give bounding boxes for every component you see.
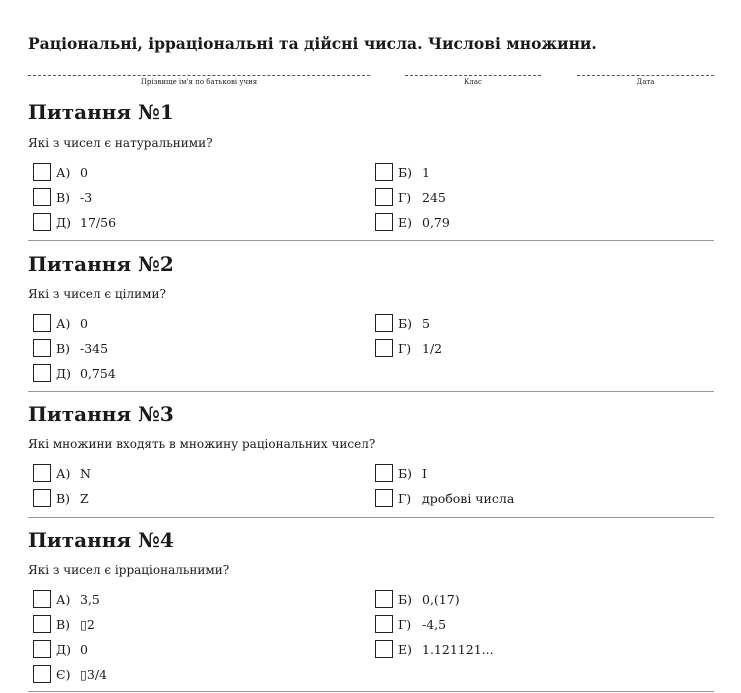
option-value: 0,(17) [422, 591, 460, 607]
option-value: Z [80, 490, 89, 506]
question-2-heading: Питання №2 [28, 252, 174, 276]
option-value: 1 [422, 164, 430, 180]
question-1-heading: Питання №1 [28, 100, 174, 124]
checkbox[interactable] [33, 464, 51, 482]
option-letter: Д) [56, 214, 72, 230]
checkbox[interactable] [375, 213, 393, 231]
option-value: 1/2 [422, 340, 443, 356]
option-value: -3 [80, 189, 93, 205]
q3-option-b[interactable] [375, 463, 427, 483]
divider [28, 691, 714, 692]
option-value: 245 [422, 189, 446, 205]
checkbox[interactable] [375, 489, 393, 507]
checkbox[interactable] [33, 188, 51, 206]
option-letter: Б) [398, 164, 413, 180]
option-letter: Д) [56, 365, 72, 381]
question-3-heading: Питання №3 [28, 402, 174, 426]
option-letter: А) [56, 315, 71, 331]
option-letter: Є) [56, 666, 71, 682]
option-value: 0 [80, 164, 88, 180]
student-name-field[interactable] [28, 67, 370, 86]
checkbox[interactable] [375, 188, 393, 206]
checkbox[interactable] [33, 615, 51, 633]
option-letter: А) [56, 591, 71, 607]
q4-option-e[interactable] [375, 639, 494, 659]
q4-option-ye[interactable] [33, 664, 107, 684]
checkbox[interactable] [375, 464, 393, 482]
checkbox[interactable] [33, 163, 51, 181]
checkbox[interactable] [33, 489, 51, 507]
q2-option-g[interactable] [375, 338, 442, 358]
option-letter: Д) [56, 641, 72, 657]
option-value: дробові числа [422, 490, 515, 506]
date-field[interactable] [577, 67, 714, 86]
option-value: -4,5 [422, 616, 447, 632]
q2-option-a[interactable] [33, 313, 88, 333]
option-letter: Б) [398, 315, 413, 331]
date-label: Дата [636, 78, 655, 86]
option-letter: Г) [398, 340, 412, 356]
checkbox[interactable] [33, 314, 51, 332]
option-value: ▯2 [80, 616, 95, 632]
option-value: 0 [80, 641, 88, 657]
checkbox[interactable] [33, 364, 51, 382]
option-value: ▯3/4 [80, 666, 107, 682]
checkbox[interactable] [375, 339, 393, 357]
q1-option-d[interactable] [33, 212, 116, 232]
checkbox[interactable] [375, 163, 393, 181]
option-value: 17/56 [80, 214, 117, 230]
option-letter: В) [56, 189, 71, 205]
q1-option-e[interactable] [375, 212, 450, 232]
option-letter: В) [56, 616, 71, 632]
option-letter: Е) [398, 641, 413, 657]
q3-option-v[interactable] [33, 488, 89, 508]
q1-option-v[interactable] [33, 187, 92, 207]
q4-option-g[interactable] [375, 614, 446, 634]
option-value: N [80, 465, 91, 481]
class-label: Клас [464, 78, 482, 86]
option-value: 5 [422, 315, 430, 331]
q4-option-b[interactable] [375, 589, 460, 609]
q4-option-d[interactable] [33, 639, 88, 659]
divider [28, 240, 714, 241]
checkbox[interactable] [33, 665, 51, 683]
question-4-text: Які з чисел є ірраціональними? [28, 563, 230, 577]
option-letter: А) [56, 164, 71, 180]
checkbox[interactable] [375, 615, 393, 633]
q2-option-d[interactable] [33, 363, 116, 383]
checkbox[interactable] [375, 640, 393, 658]
checkbox[interactable] [33, 590, 51, 608]
date-line [577, 67, 714, 76]
option-letter: Б) [398, 591, 413, 607]
q2-option-v[interactable] [33, 338, 108, 358]
option-letter: Г) [398, 490, 412, 506]
option-letter: А) [56, 465, 71, 481]
question-1-text: Які з чисел є натуральними? [28, 136, 213, 150]
checkbox[interactable] [375, 590, 393, 608]
q3-option-g[interactable] [375, 488, 514, 508]
divider [28, 517, 714, 518]
option-letter: Б) [398, 465, 413, 481]
question-4-heading: Питання №4 [28, 528, 174, 552]
student-name-label: Прізвище ім'я по батькові учня [140, 78, 258, 86]
question-2-text: Які з чисел є цілими? [28, 287, 166, 301]
q3-option-a[interactable] [33, 463, 91, 483]
student-name-line [28, 67, 370, 76]
class-field[interactable] [405, 67, 541, 86]
option-value: 0,754 [80, 365, 116, 381]
question-3-text: Які множини входять в множину раціональних чисел? [28, 437, 376, 451]
option-value: -345 [80, 340, 109, 356]
option-letter: В) [56, 490, 71, 506]
q1-option-b[interactable] [375, 162, 430, 182]
checkbox[interactable] [375, 314, 393, 332]
q1-option-g[interactable] [375, 187, 446, 207]
class-line [405, 67, 541, 76]
option-value: 0 [80, 315, 88, 331]
option-letter: Г) [398, 616, 412, 632]
option-value: 0,79 [422, 214, 450, 230]
option-letter: В) [56, 340, 71, 356]
q1-option-a[interactable] [33, 162, 88, 182]
option-value: I [422, 465, 427, 481]
q4-option-v[interactable] [33, 614, 95, 634]
q4-option-a[interactable] [33, 589, 100, 609]
q2-option-b[interactable] [375, 313, 430, 333]
worksheet-title: Раціональні, ірраціональні та дійсні числа. Числові множини. [28, 34, 597, 53]
option-value: 3,5 [80, 591, 100, 607]
checkbox[interactable] [33, 640, 51, 658]
checkbox[interactable] [33, 213, 51, 231]
option-value: 1.121121... [422, 641, 494, 657]
option-letter: Е) [398, 214, 413, 230]
checkbox[interactable] [33, 339, 51, 357]
divider [28, 391, 714, 392]
option-letter: Г) [398, 189, 412, 205]
